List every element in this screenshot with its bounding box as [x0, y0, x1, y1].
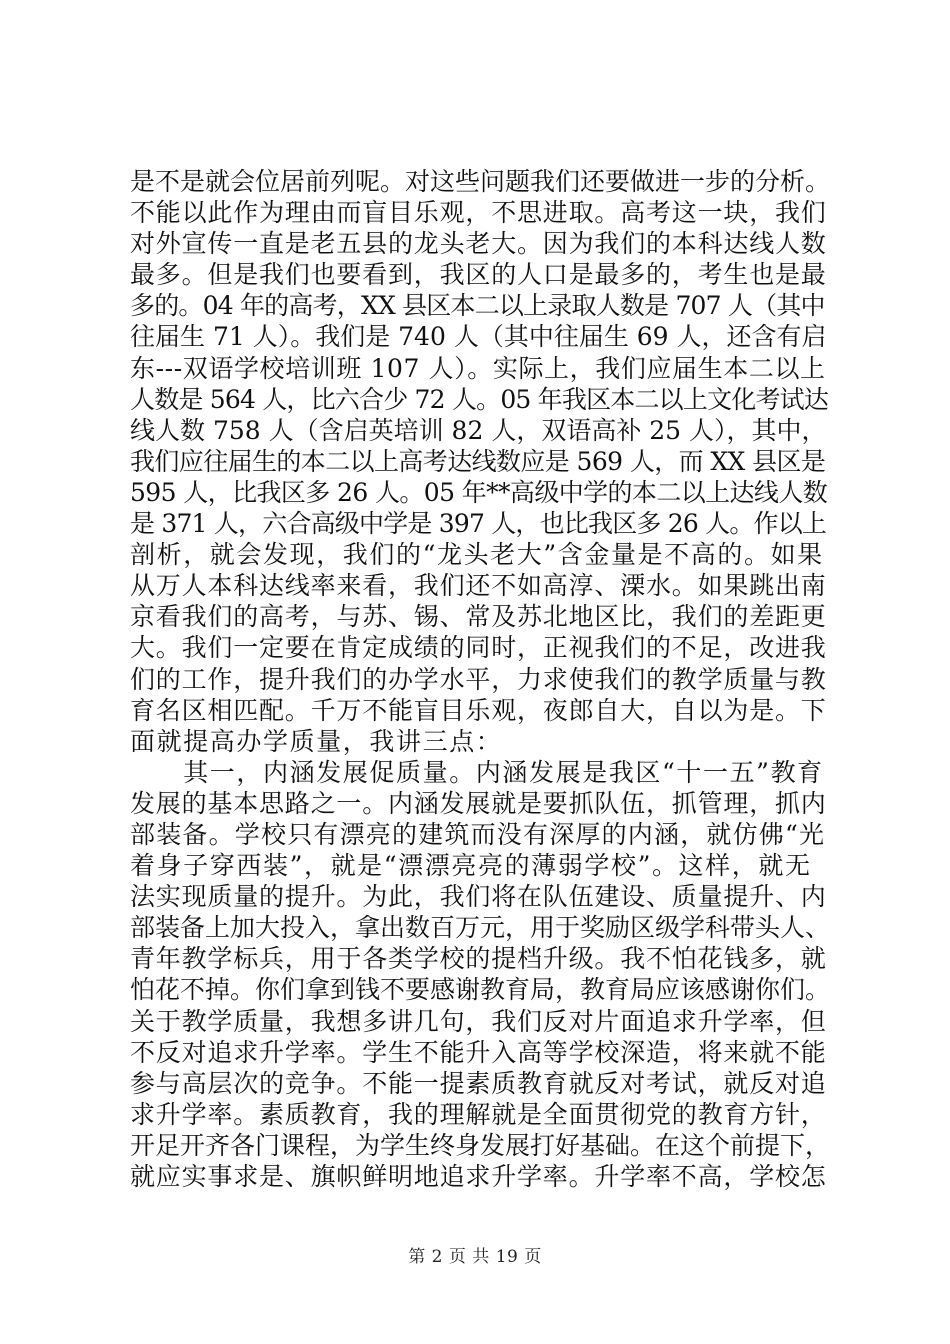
page-footer: 第 2 页 共 19 页 [408, 1247, 542, 1267]
text-line: 部装备上加大投入，拿出数百万元，用于奖励区级学科带头人、 [130, 913, 831, 943]
text-line: 往届生 71 人）。我们是 740 人（其中往届生 69 人，还含有启 [130, 322, 827, 352]
text-line: 部装备。学校只有漂亮的建筑而没有深厚的内涵，就仿佛“光 [130, 819, 826, 849]
text-line: 发展的基本思路之一。内涵发展就是要抓队伍，抓管理，抓内 [130, 788, 827, 818]
text-line: 参与高层次的竞争。不能一提素质教育就反对考试，就反对追 [130, 1068, 827, 1098]
text-line: 我们应往届生的本二以上高考达线数应是 569 人，而 XX 县区是 [130, 446, 826, 476]
text-line: 开足开齐各门课程，为学生终身发展打好基础。在这个前提下， [130, 1130, 831, 1160]
text-line: 求升学率。素质教育，我的理解就是全面贯彻党的教育方针， [130, 1099, 827, 1129]
text-line: 关于教学质量，我想多讲几句，我们反对片面追求升学率，但 [130, 1006, 827, 1036]
text-line: 育名区相匹配。千万不能盲目乐观，夜郎自大，自以为是。下 [130, 695, 827, 725]
text-line: 大。我们一定要在肯定成绩的同时，正视我们的不足，改进我 [130, 633, 827, 663]
text-line: 面就提高办学质量，我讲三点： [130, 726, 503, 756]
text-line: 不反对追求升学率。学生不能升入高等学校深造，将来就不能 [130, 1037, 827, 1067]
text-line: 京看我们的高考，与苏、锡、常及苏北地区比，我们的差距更 [130, 602, 827, 632]
text-line: 剖析，就会发现，我们的“龙头老大”含金量是不高的。如果 [130, 540, 824, 570]
text-line: 东---双语学校培训班 107 人）。实际上，我们应届生本二以上 [130, 353, 826, 383]
text-line: 怕花不掉。你们拿到钱不要感谢教育局，教育局应该感谢你们。 [130, 975, 831, 1005]
text-line: 线人数 758 人（含启英培训 82 人，双语高补 25 人），其中， [130, 415, 827, 445]
text-line: 是 371 人，六合高级中学是 397 人，也比我区多 26 人。作以上 [130, 509, 827, 539]
text-line: 对外宣传一直是老五县的龙头老大。因为我们的本科达线人数 [130, 229, 827, 259]
text-line: 人数是 564 人，比六合少 72 人。05 年我区本二以上文化考试达 [130, 384, 829, 414]
text-line: 青年教学标兵，用于各类学校的提档升级。我不怕花钱多，就 [130, 944, 827, 974]
text-line: 其一，内涵发展促质量。内涵发展是我区“十一五”教育 [130, 757, 824, 787]
text-line: 多的。04 年的高考，XX 县区本二以上录取人数是 707 人（其中 [130, 291, 825, 321]
text-line: 最多。但是我们也要看到，我区的人口是最多的，考生也是最 [130, 260, 827, 290]
text-line: 就应实事求是、旗帜鲜明地追求升学率。升学率不高，学校怎 [130, 1162, 827, 1191]
text-line: 们的工作，提升我们的办学水平，力求使我们的教学质量与教 [130, 664, 827, 694]
text-line: 着身子穿西装”，就是“漂漂亮亮的薄弱学校”。这样，就无 [130, 851, 812, 881]
text-line: 是不是就会位居前列呢。对这些问题我们还要做进一步的分析。 [130, 167, 831, 196]
text-line: 595 人，比我区多 26 人。05 年**高级中学的本二以上达线人数 [130, 477, 828, 507]
body-text [130, 166, 830, 1192]
text-line: 不能以此作为理由而盲目乐观，不思进取。高考这一块，我们 [130, 198, 827, 228]
text-line: 从万人本科达线率来看，我们还不如高淳、溧水。如果跳出南 [130, 571, 827, 601]
text-line: 法实现质量的提升。为此，我们将在队伍建设、质量提升、内 [130, 882, 827, 912]
